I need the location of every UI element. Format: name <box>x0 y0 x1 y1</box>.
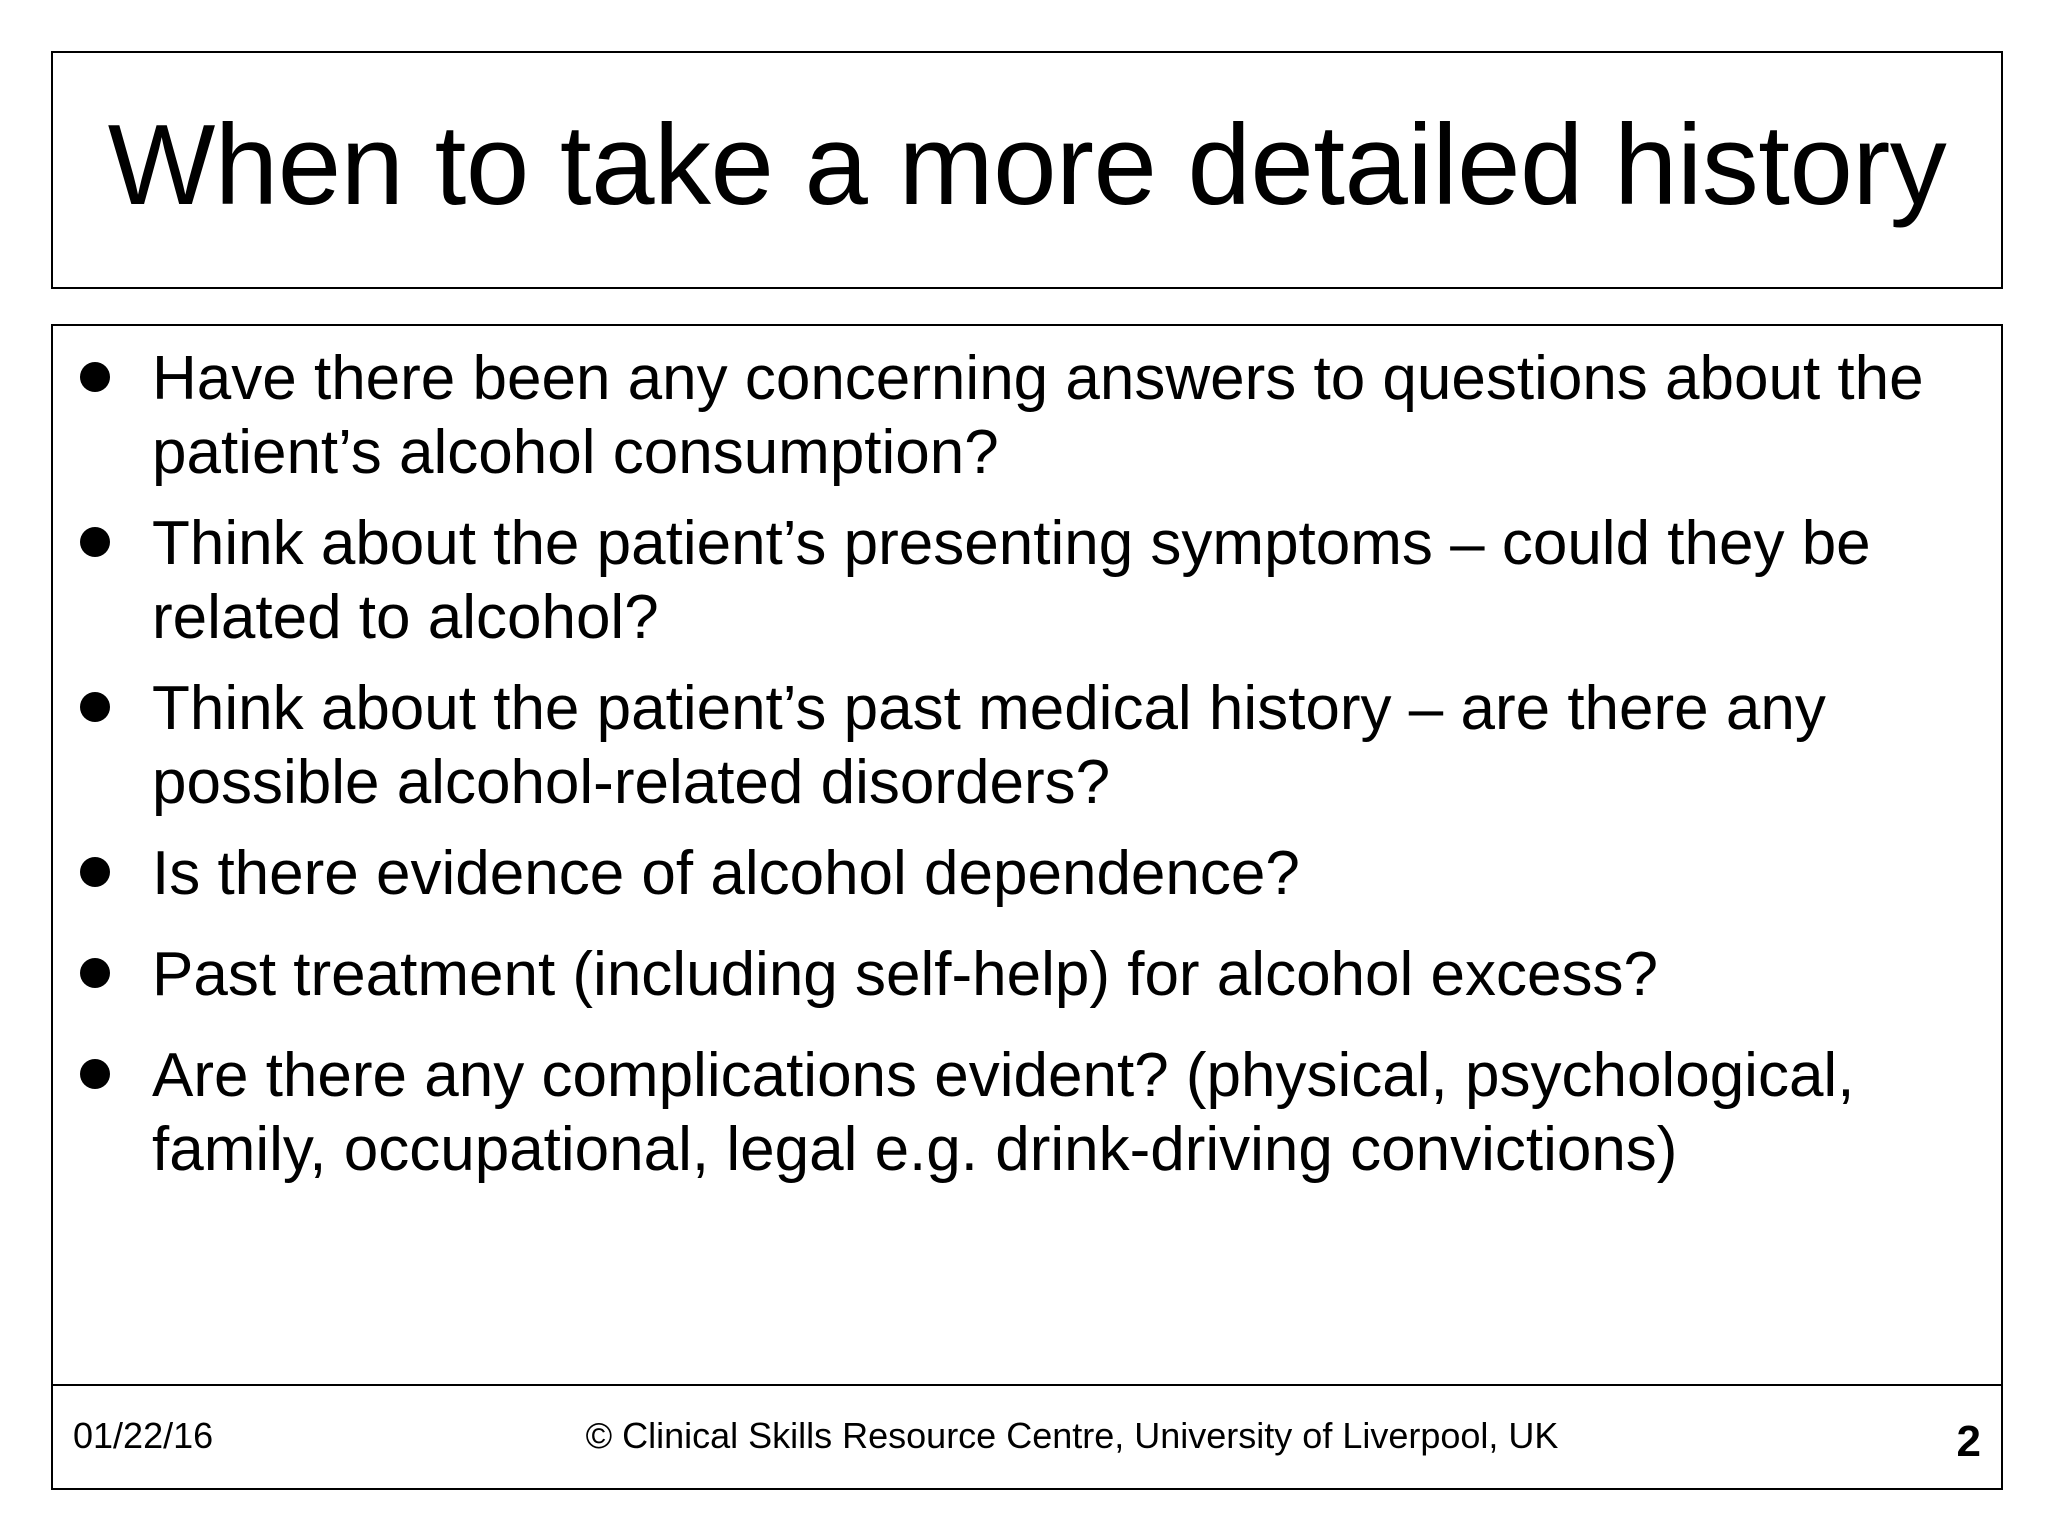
slide-title: When to take a more detailed history <box>107 102 1947 229</box>
footer-date: 01/22/16 <box>73 1415 214 1456</box>
bullet-text: Past treatment (including self-help) for alcohol excess? <box>152 940 1658 1009</box>
footer-copyright: © Clinical Skills Resource Centre, University of Liverpool, UK <box>585 1415 1559 1456</box>
footer-divider <box>53 1384 2001 1386</box>
page-number: 2 <box>1956 1417 1981 1466</box>
bullet-item <box>53 342 2001 490</box>
bullet-item <box>53 1039 2001 1187</box>
bullet-text: Think about the patient’s presenting symptoms – could they be related to alcohol? <box>152 509 1871 652</box>
bullet-item <box>53 507 2001 655</box>
bullet-item <box>53 837 2001 911</box>
content-box <box>51 324 2003 1490</box>
bullet-text: Are there any complications evident? (physical, psychological, family, occupational, legal e.g. drink-driving convictions) <box>152 1041 1855 1184</box>
bullet-item <box>53 938 2001 1012</box>
title-box <box>51 51 2003 289</box>
bullet-text: Have there been any concerning answers to questions about the patient’s alcohol consumption? <box>152 344 1924 487</box>
bullet-icon <box>80 692 110 722</box>
bullet-item <box>53 672 2001 820</box>
bullet-icon <box>80 527 110 557</box>
bullet-text: Is there evidence of alcohol dependence? <box>152 839 1300 908</box>
bullet-list <box>53 342 2001 1204</box>
bullet-icon <box>80 958 110 988</box>
bullet-text: Think about the patient’s past medical history – are there any possible alcohol-related disorders? <box>152 674 1826 817</box>
bullet-icon <box>80 857 110 887</box>
bullet-icon <box>80 362 110 392</box>
bullet-icon <box>80 1059 110 1089</box>
